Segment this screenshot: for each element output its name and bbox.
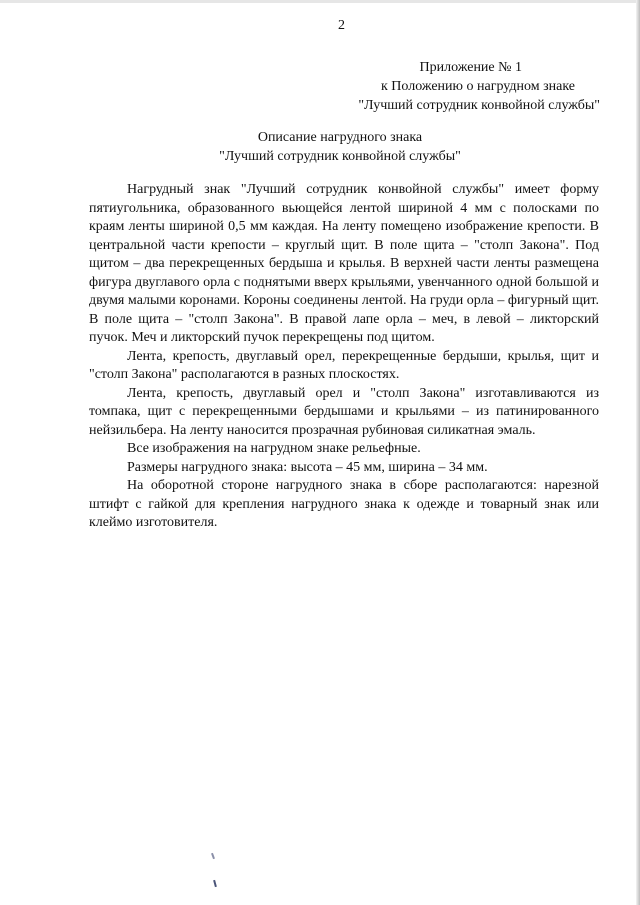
appendix-line: к Положению о нагрудном знаке — [380, 79, 575, 94]
page-number: 2 — [338, 18, 345, 33]
body-paragraph: Все изображения на нагрудном знаке рельефные. — [127, 441, 421, 456]
scan-mark — [211, 853, 215, 859]
scan-edge-right — [636, 0, 640, 905]
appendix-line: Приложение № 1 — [419, 60, 522, 75]
appendix-header — [330, 58, 600, 115]
document-title — [160, 128, 520, 166]
body-paragraph: На оборотной стороне нагрудного знака в сборе располагаются: нарезной штифт с гайкой для крепления нагрудного знака к одежде и товарный знак или клеймо изготовителя. — [89, 478, 599, 530]
document-body — [89, 181, 599, 533]
title-line: "Лучший сотрудник конвойной службы" — [219, 149, 461, 164]
body-paragraph: Лента, крепость, двуглавый орел, перекрещенные бердыши, крылья, щит и "столп Закона" располагаются в разных плоскостях. — [89, 348, 599, 382]
scan-edge-top — [0, 0, 640, 3]
body-paragraph: Размеры нагрудного знака: высота – 45 мм, ширина – 34 мм. — [127, 459, 488, 475]
scan-mark — [213, 880, 217, 887]
body-paragraph: Лента, крепость, двуглавый орел и "столп Закона" изготавливаются из томпака, щит с перекрещенными бердышами и крыльями – из патинированного нейзильбера. На ленту наносится прозрачная рубиновая силикатная эмаль. — [89, 385, 599, 438]
body-paragraph: Нагрудный знак "Лучший сотрудник конвойной службы" имеет форму пятиугольника, образованного вьющейся лентой шириной 4 мм с полосками по краям ленты шириной 0,5 мм каждая. На ленту помещено изображение крепости. В центральной части крепости – круглый щит. В поле щита – "столп Закона". Под щитом – два перекрещенных бердыша и крылья. В верхней части ленты размещена фигура двуглавого орла с поднятыми вверх крыльями, увенчанного одной большой и двумя малыми коронами. Короны соединены лентой. На груди орла – фигурный щит. В поле щита – "столп Закона". В правой лапе орла – меч, в левой – ликторский пучок. Меч и ликторский пучок перекрещены под щитом. — [89, 182, 599, 345]
title-line: Описание нагрудного знака — [257, 130, 423, 145]
appendix-line: "Лучший сотрудник конвойной службы" — [358, 98, 600, 113]
